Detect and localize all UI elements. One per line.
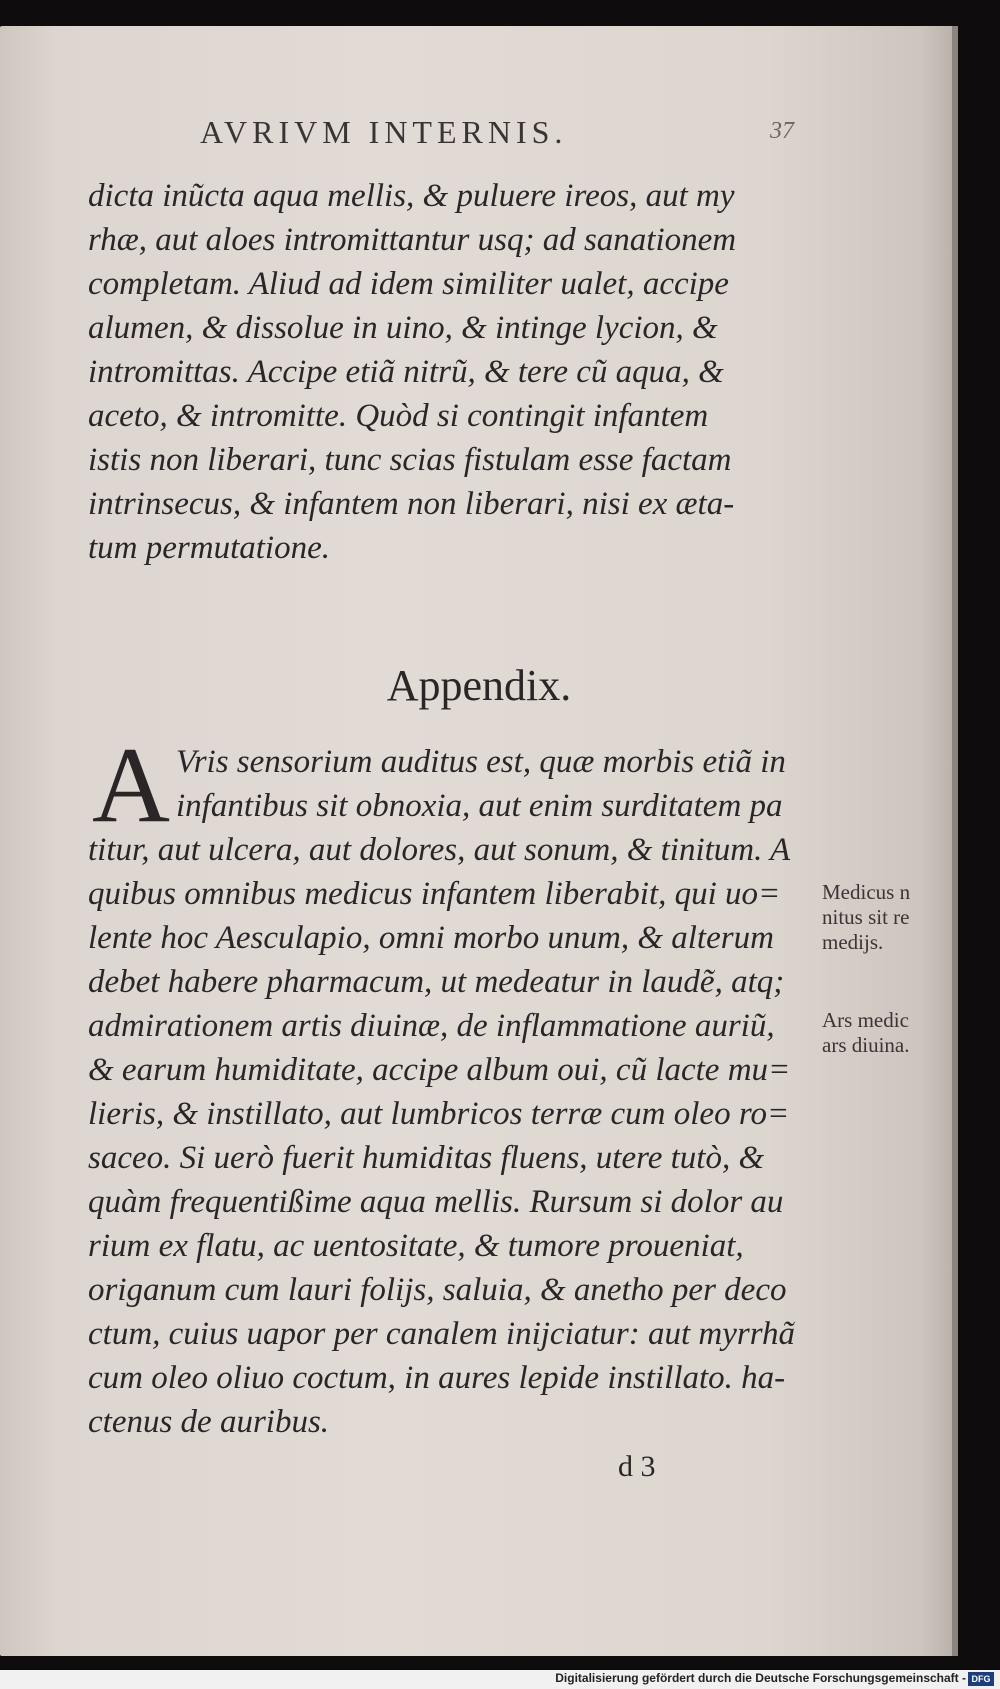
margin-note-line: Ars medic xyxy=(822,1008,909,1032)
signature-mark: d 3 xyxy=(618,1450,656,1483)
text-line: completam. Aliud ad idem similiter ualet, accipe xyxy=(88,266,729,302)
text-line: & earum humiditate, accipe album oui, cũ lacte mu= xyxy=(88,1052,791,1088)
text-line: istis non liberari, tunc scias fistulam esse factam xyxy=(88,442,732,478)
text-line: rium ex flatu, ac uentositate, & tumore proueniat, xyxy=(88,1228,744,1264)
text-line: admirationem artis diuinæ, de inflammatione auriũ, xyxy=(88,1008,775,1044)
margin-note-line: ars diuina. xyxy=(822,1033,910,1057)
page-edge xyxy=(952,26,958,1656)
running-head: AVRIVM INTERNIS. xyxy=(200,114,568,150)
text-line: cum oleo oliuo coctum, in aures lepide instillato. ha- xyxy=(88,1360,786,1396)
drop-cap: A xyxy=(92,726,170,845)
text-line: intrinsecus, & infantem non liberari, nisi ex æta- xyxy=(88,486,735,522)
margin-note-medicus xyxy=(822,880,952,955)
text-line: alumen, & dissolue in uino, & intinge lycion, & xyxy=(88,310,718,346)
text-line: rhæ, aut aloes intromittantur usq; ad sanationem xyxy=(88,222,737,258)
dfg-logo-icon: DFG xyxy=(968,1672,994,1686)
text-line: tum permutatione. xyxy=(88,530,330,566)
text-line: ctenus de auribus. xyxy=(88,1404,330,1440)
text-line: infantibus sit obnoxia, aut enim surditatem pa xyxy=(176,788,783,824)
text-line: intromittas. Accipe etiã nitrũ, & tere cũ aqua, & xyxy=(88,354,724,390)
text-line: lente hoc Aesculapio, omni morbo unum, & alterum xyxy=(88,920,774,956)
paragraph-2 xyxy=(88,740,808,1444)
text-line: dicta inũcta aqua mellis, & puluere ireos, aut my xyxy=(88,178,735,214)
text-line: lieris, & instillato, aut lumbricos terræ cum oleo ro= xyxy=(88,1096,790,1132)
margin-note-ars xyxy=(822,1008,952,1058)
paragraph-1 xyxy=(88,174,808,570)
text-line: debet habere pharmacum, ut medeatur in laudẽ, atq; xyxy=(88,964,785,1000)
text-line: quàm frequentißime aqua mellis. Rursum si dolor au xyxy=(88,1184,784,1220)
margin-note-line: Medicus n xyxy=(822,880,911,904)
margin-note-line: medijs. xyxy=(822,930,884,954)
text-line: aceto, & intromitte. Quòd si contingit infantem xyxy=(88,398,709,434)
text-line: origanum cum lauri folijs, saluia, & anetho per deco xyxy=(88,1272,787,1308)
text-line: quibus omnibus medicus infantem liberabit, qui uo= xyxy=(88,876,781,912)
footer-credit: Digitalisierung gefördert durch die Deutsche Forschungsgemeinschaft - xyxy=(555,1671,966,1685)
page-number: 37 xyxy=(770,118,794,144)
text-line: titur, aut ulcera, aut dolores, aut sonum, & tinitum. A xyxy=(88,832,791,868)
text-line: saceo. Si uerò fuerit humiditas fluens, utere tutò, & xyxy=(88,1140,765,1176)
section-heading: Appendix. xyxy=(386,661,572,710)
text-line: ctum, cuius uapor per canalem inijciatur: aut myrrhã xyxy=(88,1316,795,1352)
margin-note-line: nitus sit re xyxy=(822,905,910,929)
text-line: Vris sensorium auditus est, quæ morbis etiã in xyxy=(176,744,786,780)
